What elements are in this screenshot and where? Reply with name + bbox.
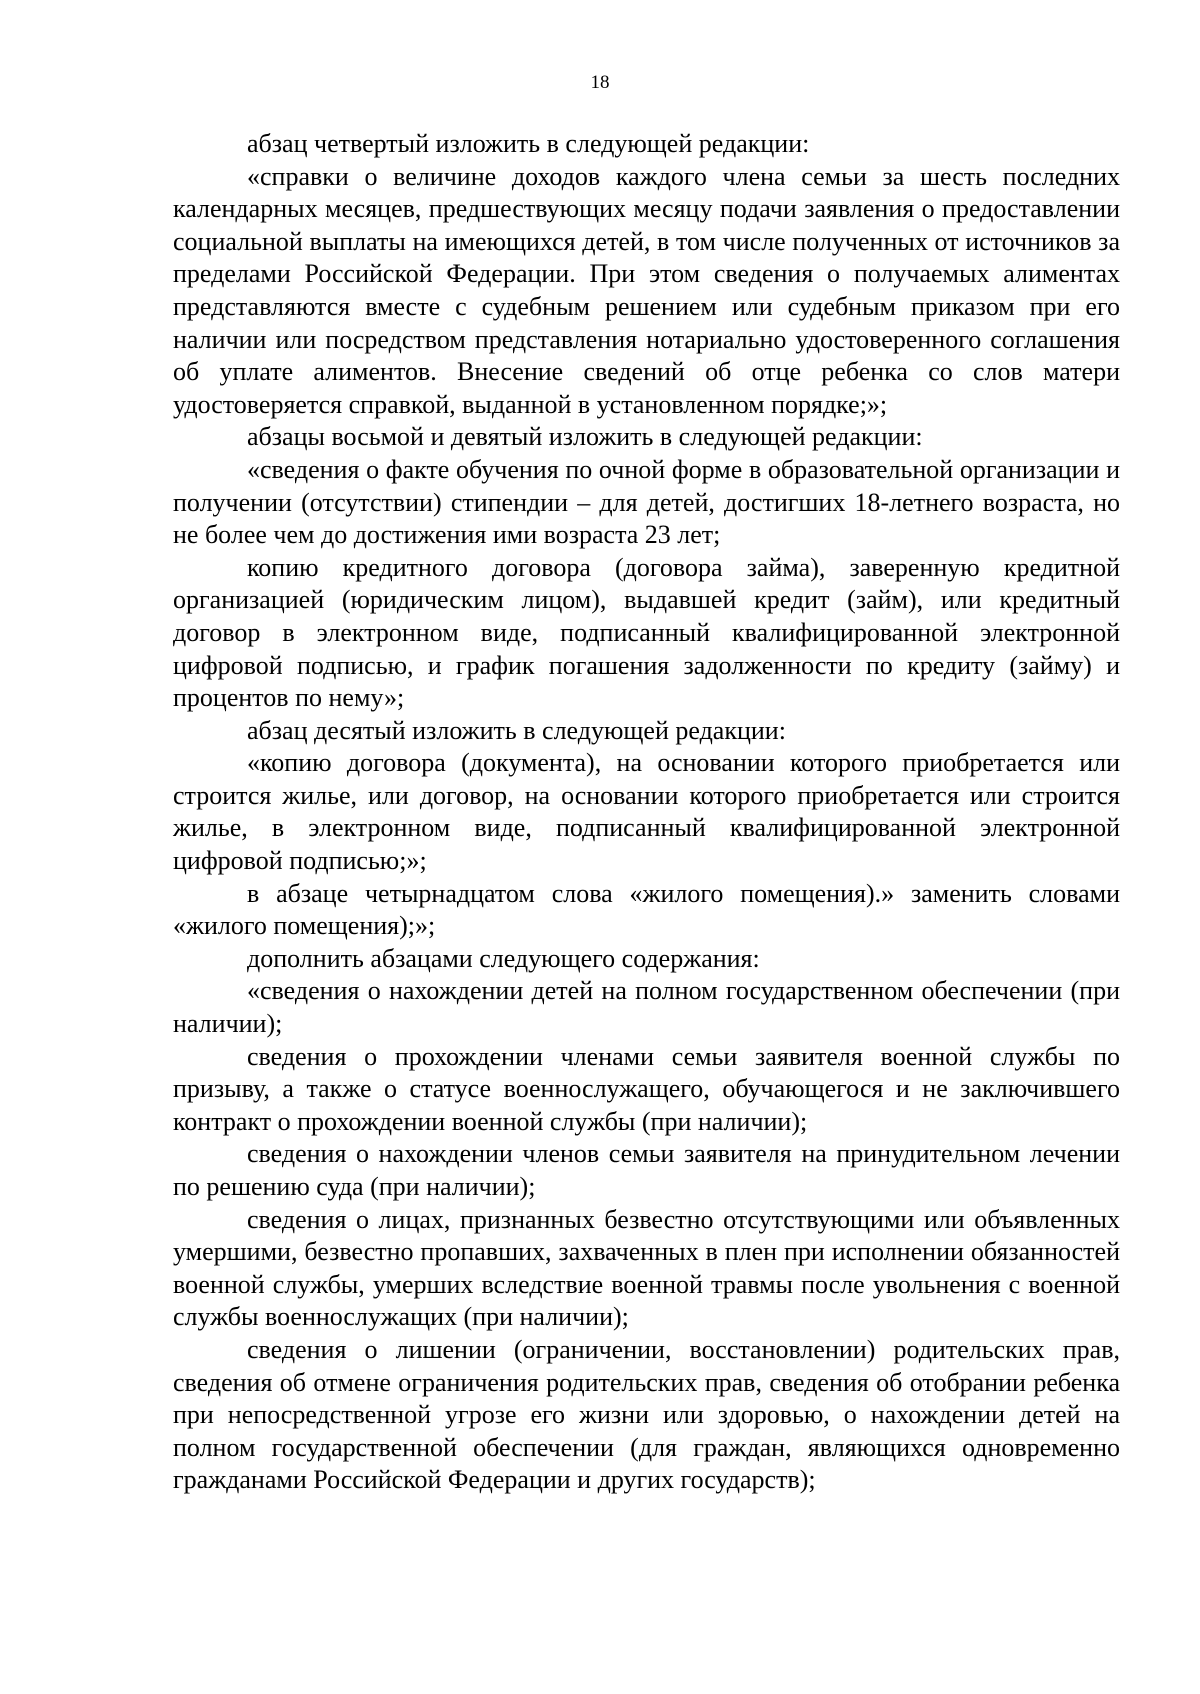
paragraph-2: «справки о величине доходов каждого члена семьи за шесть последних календарных месяцев, предшествующих месяцу подачи заявления о предоставлении социальной выплаты на имеющихся детей, в том числе полученных от источников за пределами Российской Федерации. При этом сведения о получаемых алиментах представляются вместе с судебным решением или судебным приказом при его наличии или посредством представления нотариально удостоверенного соглашения об уплате алиментов. Внесение сведений об отце ребенка со слов матери удостоверяется справкой, выданной в установленном порядке;»;	[173, 161, 1120, 419]
paragraph-10: «сведения о нахождении детей на полном государственном обеспечении (при наличии);	[173, 976, 1120, 1039]
paragraph-14: сведения о лишении (ограничении, восстановлении) родительских прав, сведения об отмене ограничения родительских прав, сведения об отобрании ребенка при непосредственной угрозе его жизни или здоровью, о нахождении детей на полном государственной обеспечении (для граждан, являющихся одновременно гражданами Российской Федерации и других государств);	[173, 1334, 1120, 1495]
paragraph-6: абзац десятый изложить в следующей редакции:	[247, 715, 786, 745]
paragraph-7: «копию договора (документа), на основании которого приобретается или строится жилье, или договор, на основании которого приобретается или строится жилье, в электронном виде, подписанный квалифицированной электронной цифровой подписью;»;	[173, 748, 1120, 876]
paragraph-12: сведения о нахождении членов семьи заявителя на принудительном лечении по решению суда (при наличии);	[173, 1139, 1120, 1201]
paragraph-3: абзацы восьмой и девятый изложить в следующей редакции:	[247, 422, 923, 452]
document-body	[173, 128, 1120, 1497]
page-number: 18	[590, 72, 610, 93]
paragraph-13: сведения о лицах, признанных безвестно отсутствующими или объявленных умершими, безвестно пропавших, захваченных в плен при исполнении обязанностей военной службы, умерших вследствие военной травмы после увольнения с военной службы военнослужащих (при наличии);	[173, 1204, 1120, 1332]
paragraph-5: копию кредитного договора (договора займа), заверенную кредитной организацией (юридическим лицом), выдавшей кредит (займ), или кредитный договор в электронном виде, подписанный квалифицированной электронной цифровой подписью, и график погашения задолженности по кредиту (займу) и процентов по нему»;	[173, 552, 1120, 713]
paragraph-8: в абзаце четырнадцатом слова «жилого помещения).» заменить словами «жилого помещения);»;	[173, 878, 1120, 941]
paragraph-9: дополнить абзацами следующего содержания:	[247, 943, 760, 973]
paragraph-4: «сведения о факте обучения по очной форме в образовательной организации и получении (отсутствии) стипендии – для детей, достигших 18-летнего возраста, но не более чем до достижения ими возраста 23 лет;	[173, 454, 1120, 550]
paragraph-1: абзац четвертый изложить в следующей редакции:	[247, 129, 810, 158]
paragraph-11: сведения о прохождении членами семьи заявителя военной службы по призыву, а также о статусе военнослужащего, обучающегося и не заключившего контракт о прохождении военной службы (при наличии);	[173, 1041, 1120, 1136]
